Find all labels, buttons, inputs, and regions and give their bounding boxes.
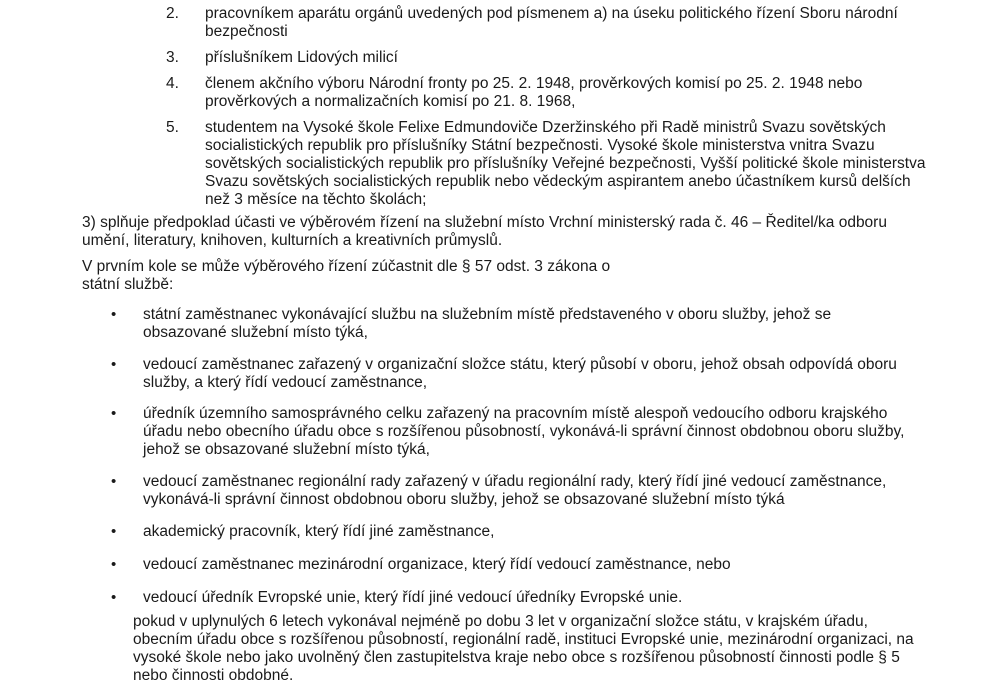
list-number: 4.: [166, 75, 179, 92]
final-paragraph: pokud v uplynulých 6 letech vykonával nejméně po dobu 3 let v organizační složce státu, v krajském úřadu, obecním úřadu obce s rozšířenou působností, regionální radě, instituci Evropské unie, mezinárodní organizaci, na vysoké škole nebo jako uvolněný člen zastupitelstva kraje nebo obce s rozšířenou působností činnosti podle § 5 nebo činnosti obdobné.: [133, 613, 914, 684]
bullet-item-text: akademický pracovník, který řídí jiné zaměstnance,: [143, 523, 495, 540]
list-number: 3.: [166, 49, 179, 66]
bullet-icon: •: [111, 473, 117, 490]
bullet-icon: •: [111, 356, 117, 373]
bullet-icon: •: [111, 523, 117, 540]
numbered-item-text: [197, 5, 937, 41]
bullet-icon: •: [111, 405, 117, 422]
bullet-item-text: státní zaměstnanec vykonávající službu na služebním místě představeného v oboru služby, jehož se obsazované služební místo týká,: [143, 306, 832, 341]
numbered-item-text: [197, 119, 927, 209]
bullet-item-text: vedoucí zaměstnanec zařazený v organizační složce státu, který působí v oboru, jehož obsah odpovídá oboru služby, a který řídí vedoucí zaměstnance,: [143, 356, 897, 391]
first-round-paragraph: V prvním kole se může výběrového řízení zúčastnit dle § 57 odst. 3 zákona o státní službě:: [82, 258, 611, 293]
numbered-item-2-text: pracovníkem aparátu orgánů uvedených pod písmenem a) na úseku politického řízení Sboru národní bezpečnosti: [205, 5, 898, 40]
bullet-item-text: vedoucí zaměstnanec mezinárodní organizace, který řídí vedoucí zaměstnance, nebo: [143, 556, 731, 573]
numbered-item-5-text: studentem na Vysoké škole Felixe Edmundoviče Dzeržinského při Radě ministrů Svazu sovětských socialistických republik pro příslušníky Státní bezpečnosti. Vysoké škole ministerstva vnitra Svazu sovětských socialistických republik pro příslušníky Veřejné bezpečnosti, Vyšší politické škole ministerstva Svazu sovětských socialistických republik nebo vědeckým aspirantem anebo účastníkem kursů delších než 3 měsíce na těchto školách;: [205, 119, 926, 208]
condition-3-paragraph: 3) splňuje předpoklad účasti ve výběrovém řízení na služební místo Vrchní ministerský rada č. 46 – Ředitel/ka odboru umění, literatury, knihoven, kulturních a kreativních průmyslů.: [82, 214, 887, 249]
numbered-item-4-text: členem akčního výboru Národní fronty po 25. 2. 1948, prověrkových komisí po 25. 2. 1948 nebo prověrkových a normalizačních komisí po 21. 8. 1968,: [205, 75, 863, 110]
list-number: 2.: [166, 5, 179, 22]
numbered-item-text: [197, 75, 897, 111]
bullet-item-text: vedoucí úředník Evropské unie, který řídí jiné vedoucí úředníky Evropské unie.: [143, 589, 683, 606]
bullet-icon: •: [111, 556, 117, 573]
numbered-item-text: [197, 49, 937, 67]
list-number: 5.: [166, 119, 179, 136]
bullet-icon: •: [111, 306, 117, 323]
bullet-icon: •: [111, 589, 117, 606]
bullet-item-text: vedoucí zaměstnanec regionální rady zařazený v úřadu regionální rady, který řídí jiné vedoucí zaměstnance, vykonává-li správní činnost obdobnou oboru služby, jehož se obsazované služební místo týká: [143, 473, 887, 508]
bullet-item-text: úředník územního samosprávného celku zařazený na pracovním místě alespoň vedoucího odboru krajského úřadu nebo obecního úřadu obce s rozšířenou působností, vykonává-li správní činnost obdobnou oboru služby, jehož se obsazované služební místo týká,: [143, 405, 905, 458]
numbered-item-3-text: příslušníkem Lidových milicí: [205, 49, 398, 66]
